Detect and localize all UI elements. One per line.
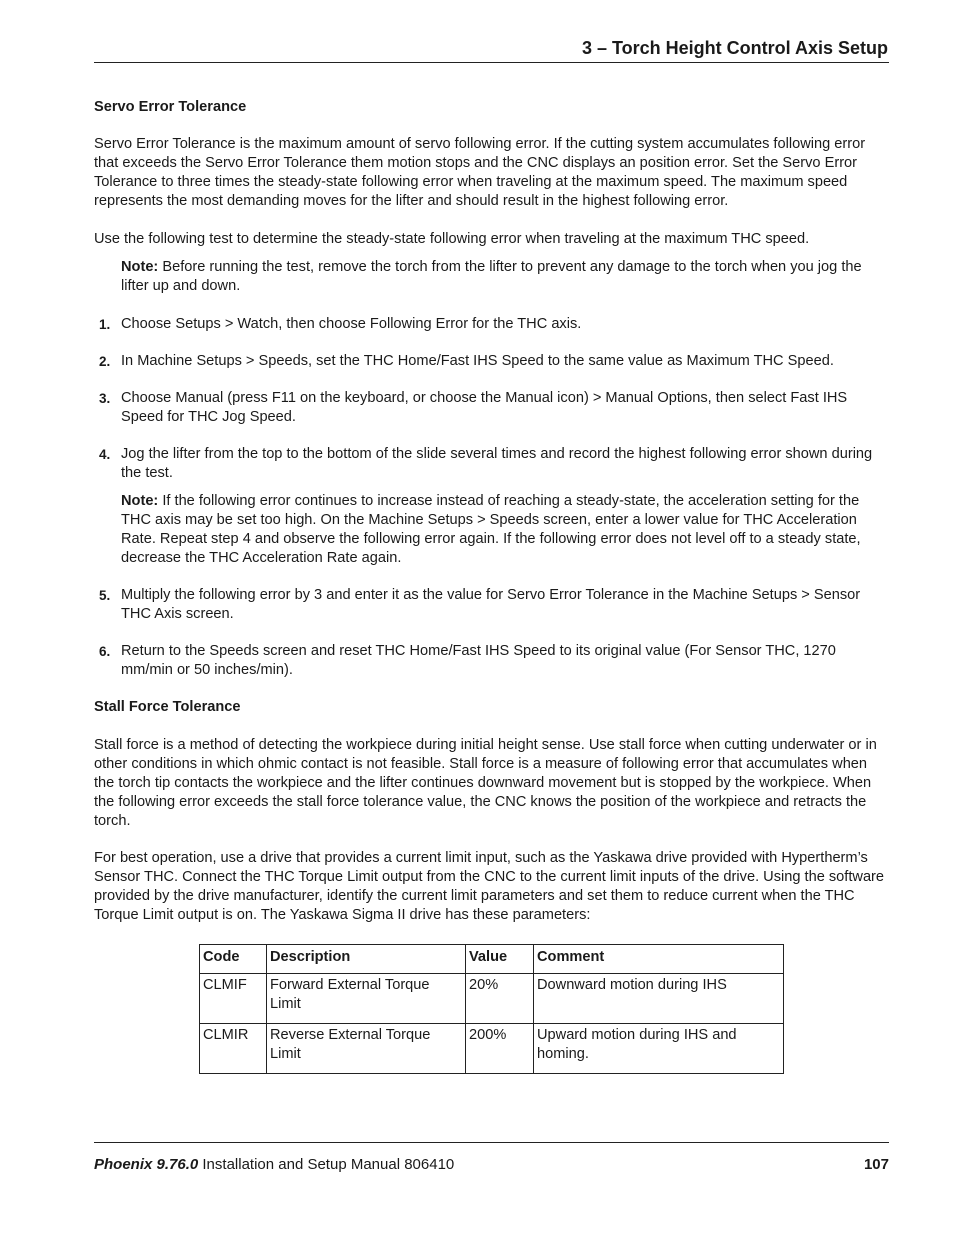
column-header-value: Value (466, 945, 534, 974)
page-number: 107 (863, 1156, 889, 1173)
table-header-row (200, 945, 784, 974)
page-content (94, 98, 889, 1074)
note-label: Note: (121, 493, 159, 509)
step-item (94, 315, 889, 334)
step-text: Choose Setups > Watch, then choose Following Error for the THC axis. (121, 316, 582, 332)
step-number: 3. (99, 391, 111, 406)
table-row (200, 974, 784, 1024)
footer-product-name: Phoenix 9.76.0 (94, 1156, 199, 1173)
column-header-description: Description (267, 945, 466, 974)
step-4-note (121, 492, 889, 568)
stall-paragraph-1: Stall force is a method of detecting the workpiece during initial height sense. Use stall force when cutting underwater or in other conditions in which ohmic contact is not feasible. Stall force is a measure of following error that accumulates when the torch tip contacts the workpiece and the lifter continues downward movement but is stopped by the workpiece. When the following error exceeds the stall force tolerance value, the CNC knows the position of the workpiece and retracts the torch. (94, 737, 877, 829)
cell-value: 20% (466, 974, 534, 1024)
step-text: Jog the lifter from the top to the bottom of the slide several times and record the highest following error shown during the test. (121, 446, 873, 481)
column-header-comment: Comment (534, 945, 784, 974)
stall-paragraph-2: For best operation, use a drive that provides a current limit input, such as the Yaskawa drive provided with Hypertherm’s Sensor THC. Connect the THC Torque Limit output from the CNC to the current limit inputs of the drive. Using the software provided by the drive manufacturer, identify the current limit parameters and set them to reduce current when the THC Torque Limit output is on. The Yaskawa Sigma II drive has these parameters: (94, 850, 885, 923)
table-row (200, 1024, 784, 1074)
step-text: Multiply the following error by 3 and enter it as the value for Servo Error Tolerance in the Machine Setups > Sensor THC Axis screen. (121, 587, 861, 622)
cell-description: Reverse External Torque Limit (267, 1024, 466, 1074)
note-text: If the following error continues to increase instead of reaching a steady-state, the acceleration setting for the THC axis may be set too high. On the Machine Setups > Speeds screen, enter a lower value for THC Acceleration Rate. Repeat step 4 and observe the following error again. If the following error does not level off to a steady state, decrease the THC Acceleration Rate again. (121, 493, 861, 566)
step-item (94, 445, 889, 568)
footer-rule (94, 1142, 889, 1143)
cell-description: Forward External Torque Limit (267, 974, 466, 1024)
cell-value: 200% (466, 1024, 534, 1074)
header-rule (94, 62, 889, 63)
step-number: 4. (99, 447, 111, 462)
step-item (94, 352, 889, 371)
page-footer (94, 1155, 889, 1175)
section-heading-stall: Stall Force Tolerance (94, 699, 241, 715)
cell-comment: Upward motion during IHS and homing. (534, 1024, 784, 1074)
step-number: 6. (99, 644, 111, 659)
step-text: Return to the Speeds screen and reset THC Home/Fast IHS Speed to its original value (For Sensor THC, 1270 mm/min or 50 inches/min). (121, 643, 836, 678)
step-item (94, 642, 889, 680)
step-item (94, 389, 889, 427)
servo-paragraph-2: Use the following test to determine the steady-state following error when traveling at the maximum THC speed. (94, 231, 810, 247)
step-text: Choose Manual (press F11 on the keyboard, or choose the Manual icon) > Manual Options, then select Fast IHS Speed for THC Jog Speed. (121, 390, 848, 425)
note-text: Before running the test, remove the torch from the lifter to prevent any damage to the torch when you jog the lifter up and down. (121, 259, 862, 294)
column-header-code: Code (200, 945, 267, 974)
step-number: 2. (99, 354, 111, 369)
torque-limit-parameters-table (199, 944, 784, 1074)
note-before-test (121, 258, 889, 296)
test-steps-list (94, 315, 889, 680)
step-number: 1. (99, 317, 111, 332)
step-number: 5. (99, 588, 111, 603)
servo-paragraph-1: Servo Error Tolerance is the maximum amount of servo following error. If the cutting system accumulates following error that exceeds the Servo Error Tolerance them motion stops and the CNC displays an position error. Set the Servo Error Tolerance to three times the steady-state following error when traveling at the maximum speed. The maximum speed represents the most demanding moves for the lifter and should result in the highest following error. (94, 136, 866, 209)
chapter-title: 3 – Torch Height Control Axis Setup (581, 38, 888, 58)
section-heading-servo: Servo Error Tolerance (94, 99, 247, 115)
note-label: Note: (121, 259, 159, 275)
cell-code: CLMIF (200, 974, 267, 1024)
footer-manual-title: Installation and Setup Manual 806410 (202, 1156, 455, 1173)
step-item (94, 586, 889, 624)
cell-comment: Downward motion during IHS (534, 974, 784, 1024)
cell-code: CLMIR (200, 1024, 267, 1074)
step-text: In Machine Setups > Speeds, set the THC Home/Fast IHS Speed to the same value as Maximum THC Speed. (121, 353, 834, 369)
